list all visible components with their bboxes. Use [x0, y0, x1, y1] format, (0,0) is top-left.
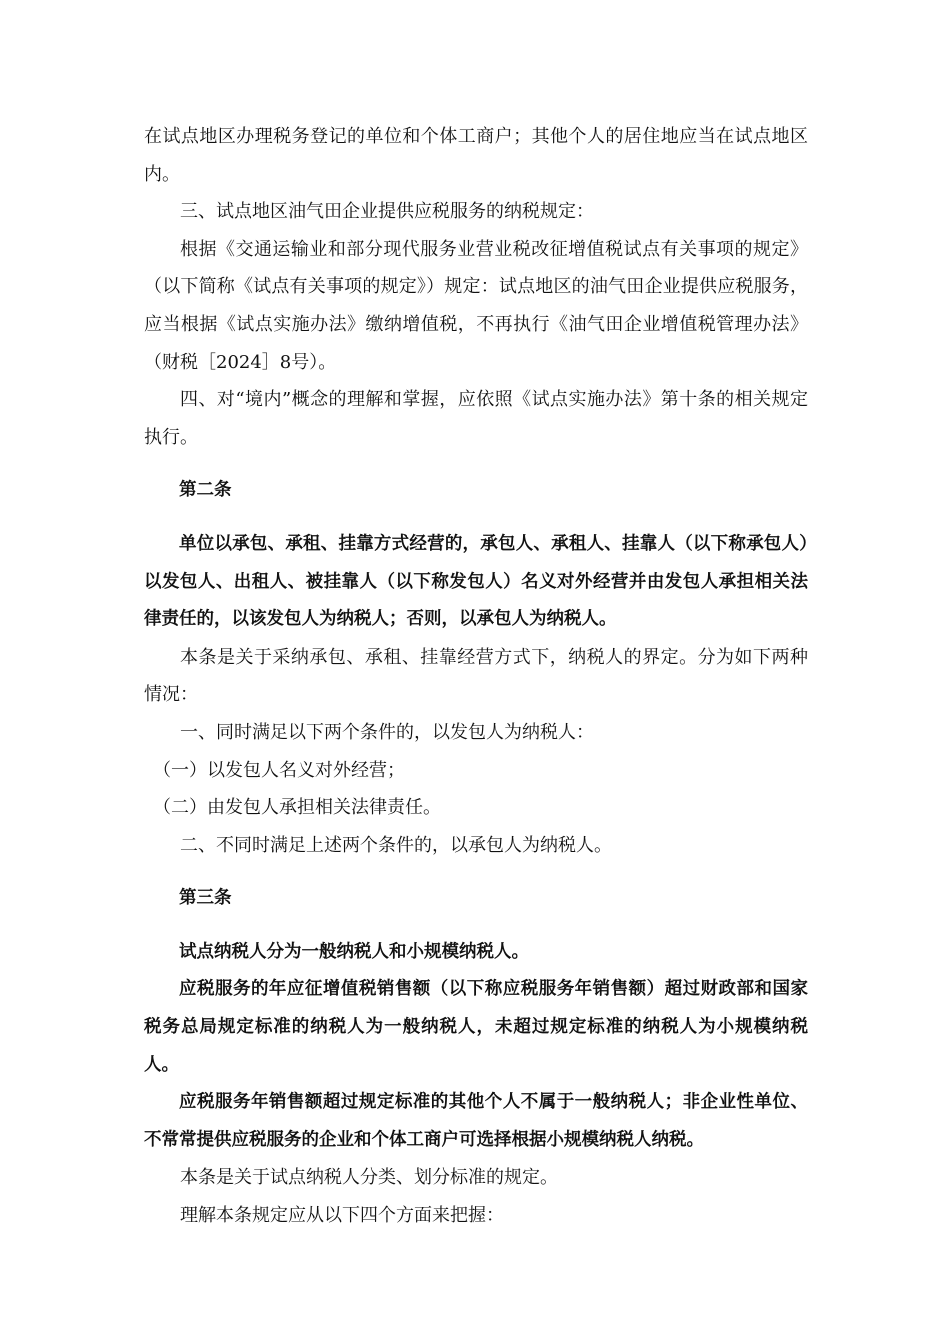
spacer	[144, 864, 808, 880]
paragraph: 根据《交通运输业和部分现代服务业营业税改征增值税试点有关事项的规定》（以下简称《试点有关事项的规定》）规定：试点地区的油气田企业提供应税服务，应当根据《试点实施办法》缴纳增值税，不再执行《油气田企业增值税管理办法》（财税［2024］8号）。	[144, 238, 808, 373]
paragraph: （二）由发包人承担相关法律责任。	[153, 797, 441, 819]
spacer	[144, 918, 808, 934]
article-heading-3: 第三条	[179, 888, 232, 909]
paragraph: 四、对“境内”概念的理解和掌握，应依照《试点实施办法》第十条的相关规定执行。	[144, 389, 808, 448]
article-3-text: 试点纳税人分为一般纳税人和小规模纳税人。	[179, 941, 529, 962]
paragraph: 在试点地区办理税务登记的单位和个体工商户；其他个人的居住地应当在试点地区内。	[144, 126, 808, 185]
paragraph: 本条是关于试点纳税人分类、划分标准的规定。	[180, 1167, 558, 1189]
article-heading-2: 第二条	[179, 480, 232, 501]
paragraph: 本条是关于采纳承包、承租、挂靠经营方式下，纳税人的界定。分为如下两种情况：	[144, 646, 808, 706]
article-3-text: 应税服务年销售额超过规定标准的其他个人不属于一般纳税人；非企业性单位、不常常提供应税服务的企业和个体工商户可选择根据小规模纳税人纳税。	[144, 1092, 808, 1150]
paragraph: 二、不同时满足上述两个条件的，以承包人为纳税人。	[180, 834, 612, 856]
paragraph: 三、试点地区油气田企业提供应税服务的纳税规定：	[180, 201, 594, 223]
paragraph: 一、同时满足以下两个条件的，以发包人为纳税人：	[180, 721, 594, 743]
paragraph: 理解本条规定应从以下四个方面来把握：	[180, 1205, 504, 1227]
spacer	[144, 456, 808, 472]
paragraph: （一）以发包人名义对外经营；	[153, 759, 405, 781]
spacer	[144, 510, 808, 526]
document-page	[144, 118, 808, 1235]
article-2-text: 单位以承包、承租、挂靠方式经营的，承包人、承租人、挂靠人（以下称承包人）以发包人、出租人、被挂靠人（以下称发包人）名义对外经营并由发包人承担相关法律责任的，以该发包人为纳税人；否则，以承包人为纳税人。	[144, 533, 808, 630]
article-3-text: 应税服务的年应征增值税销售额（以下称应税服务年销售额）超过财政部和国家税务总局规定标准的纳税人为一般纳税人，未超过规定标准的纳税人为小规模纳税人。	[144, 979, 808, 1075]
